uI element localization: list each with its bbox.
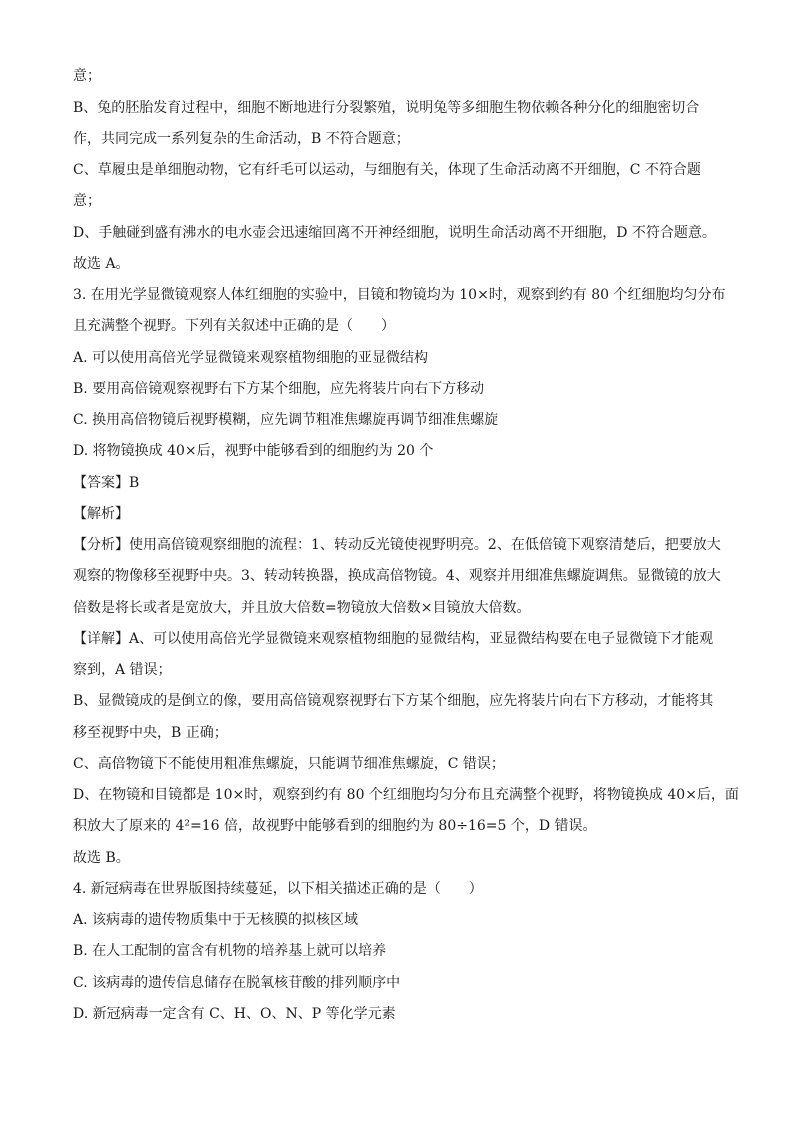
text-line: C、高倍物镜下不能使用粗准焦螺旋，只能调节细准焦螺旋，C 错误； xyxy=(73,756,505,772)
text-line: 积放大了原来的 4²=16 倍，故视野中能够看到的细胞约为 80÷16=5 个，D 错误。 xyxy=(73,818,597,834)
question-stem: 且充满整个视野。下列有关叙述中正确的是（ ） xyxy=(73,318,395,334)
question-stem: 3. 在用光学显微镜观察人体红细胞的实验中，目镜和物镜均为 10×时，观察到约有 80 个红细胞均匀分布 xyxy=(73,287,726,303)
text-line: 意； xyxy=(73,193,101,209)
question-stem: 4. 新冠病毒在世界版图持续蔓延，以下相关描述正确的是（ ） xyxy=(73,881,483,897)
option-d: D. 将物镜换成 40×后，视野中能够看到的细胞约为 20 个 xyxy=(73,443,434,459)
option-a: A. 该病毒的遗传物质集中于无核膜的拟核区域 xyxy=(73,912,359,928)
option-a: A. 可以使用高倍光学显微镜来观察植物细胞的亚显微结构 xyxy=(73,350,429,366)
text-line: 移至视野中央，B 正确； xyxy=(73,725,228,741)
text-line: B、显微镜成的是倒立的像，要用高倍镜观察视野右下方某个细胞，应先将装片向右下方移动，才能将其 xyxy=(73,693,714,709)
text-line: 【详解】A、可以使用高倍光学显微镜来观察植物细胞的显微结构，亚显微结构要在电子显微镜下才能观 xyxy=(73,631,714,647)
text-line: 故选 A。 xyxy=(73,256,130,272)
text-line: C、草履虫是单细胞动物，它有纤毛可以运动，与细胞有关，体现了生命活动离不开细胞，C 不符合题 xyxy=(73,162,701,178)
text-line: 【分析】使用高倍镜观察细胞的流程：1、转动反光镜使视野明亮。2、在低倍镜下观察清楚后，把要放大 xyxy=(73,537,721,553)
text-line: 作，共同完成一系列复杂的生命活动，B 不符合题意； xyxy=(73,131,410,147)
option-d: D. 新冠病毒一定含有 C、H、O、N、P 等化学元素 xyxy=(73,1006,396,1022)
answer-label: 【答案】B xyxy=(73,475,140,491)
text-line: 察到，A 错误； xyxy=(73,662,172,678)
option-c: C. 换用高倍物镜后视野模糊，应先调节粗准焦螺旋再调节细准焦螺旋 xyxy=(73,412,499,428)
text-line: B、兔的胚胎发育过程中，细胞不断地进行分裂繁殖，说明兔等多细胞生物依赖各种分化的细胞密切合 xyxy=(73,100,700,116)
option-b: B. 在人工配制的富含有机物的培养基上就可以培养 xyxy=(73,943,387,959)
text-line: D、在物镜和目镜都是 10×时，观察到约有 80 个红细胞均匀分布且充满整个视野，将物镜换成 40×后，面 xyxy=(73,787,739,803)
text-line: 故选 B。 xyxy=(73,850,130,866)
text-line: 意； xyxy=(73,68,101,84)
text-line: D、手触碰到盛有沸水的电水壶会迅速缩回离不开神经细胞，说明生命活动离不开细胞，D 不符合题意。 xyxy=(73,225,716,241)
analysis-label: 【解析】 xyxy=(73,506,129,522)
text-line: 观察的物像移至视野中央。3、转动转换器，换成高倍物镜。4、观察并用细准焦螺旋调焦。显微镜的放大 xyxy=(73,568,721,584)
text-line: 倍数是将长或者是宽放大，并且放大倍数=物镜放大倍数×目镜放大倍数。 xyxy=(73,600,531,616)
option-c: C. 该病毒的遗传信息储存在脱氧核苷酸的排列顺序中 xyxy=(73,975,401,991)
option-b: B. 要用高倍镜观察视野右下方某个细胞，应先将装片向右下方移动 xyxy=(73,381,485,397)
